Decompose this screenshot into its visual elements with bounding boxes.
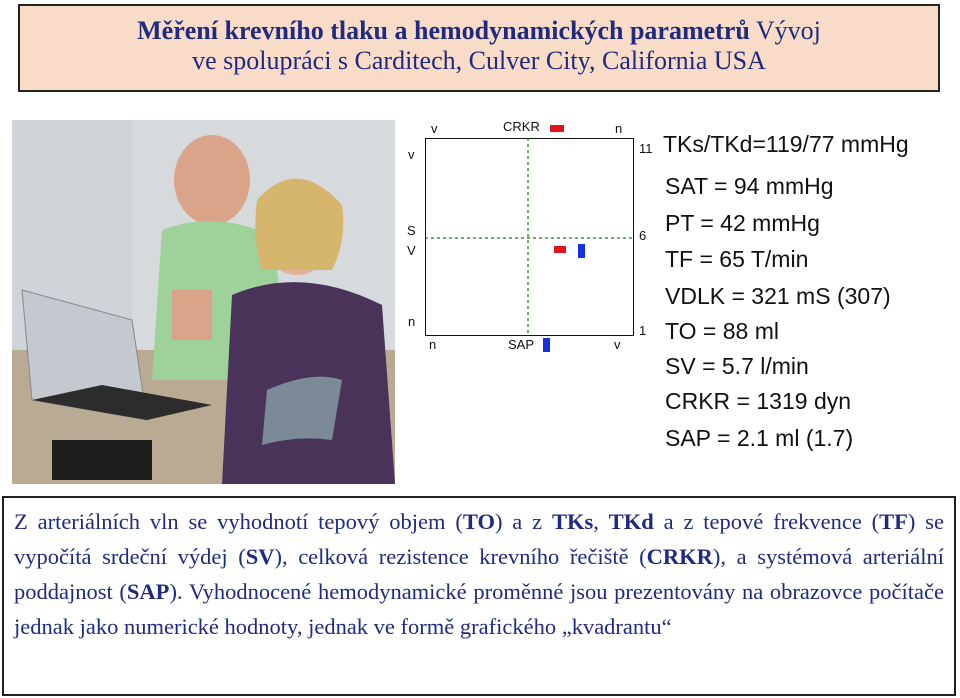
quad-left-middle-bottom-label: V [407,243,416,258]
param-crkr: CRKR = 1319 dyn [665,388,852,414]
quad-right-bottom-label: 1 [639,323,647,338]
quadrant-lines [425,138,634,336]
sap-blue-marker [543,338,550,352]
title-rest: Vývoj [749,16,821,45]
desc-text: Z arteriálních vln se vyhodnotí tepový objem ( [14,509,463,534]
param-tf: TF = 65 T/min [665,246,809,272]
param-pt: PT = 42 mmHg [665,210,820,236]
param-sat: SAT = 94 mmHg [665,173,834,199]
quad-bottom-left-label: n [429,337,437,352]
quad-left-middle-top-label: S [407,223,416,238]
param-vdlk: VDLK = 321 mS (307) [665,283,891,309]
quad-top-left-label: v [431,121,438,136]
slide-title [18,4,940,92]
title-line-1 [20,16,938,46]
param-sv: SV = 5.7 l/min [665,353,809,379]
desc-text: , [593,509,609,534]
desc-bold: TF [879,509,908,534]
desc-bold: CRKR [646,544,713,569]
description-box [2,496,956,696]
param-to: TO = 88 ml [665,318,779,344]
desc-text: a z tepové frekvence ( [653,509,880,534]
desc-text: ), celková rezistence krevního řečiště ( [274,544,647,569]
quadrant-blue-marker [578,244,585,258]
measurement-photo [12,120,395,484]
desc-text: ), a systémová arteriální poddajnost ( [14,544,944,604]
desc-text: ) se vypočítá srdeční výdej ( [14,509,945,569]
quad-left-lower-label: n [408,314,416,329]
desc-bold: SAP [126,579,170,604]
desc-bold: SV [245,544,275,569]
param-sap: SAP = 2.1 ml (1.7) [665,425,854,451]
title-line-2: ve spolupráci s Carditech, Culver City, California USA [192,46,766,75]
desc-bold: TKd [608,509,654,534]
quad-bottom-center-label: SAP [508,337,535,352]
measurement-photo-illustration [12,120,395,484]
desc-text: ) a z [494,509,552,534]
desc-bold: TO [462,509,495,534]
quad-right-middle-label: 6 [639,228,647,243]
crkr-red-marker [550,125,564,132]
quad-top-center-label: CRKR [503,119,540,134]
quad-bottom-right-label: v [614,337,621,352]
desc-text: ). Vyhodnocené hemodynamické proměnné jsou prezentovány na obrazovce počítače jednak jako numerické hodnoty, jednak ve formě grafického „kvadrantu“ [14,579,944,639]
desc-bold: TKs [552,509,594,534]
quad-left-upper-label: v [408,147,415,162]
quad-right-top-label: 11 [639,141,653,156]
title-bold: Měření krevního tlaku a hemodynamických parametrů [137,16,750,45]
quadrant-red-marker [554,246,566,253]
param-tks-tkd: TKs/TKd=119/77 mmHg [663,131,909,157]
quad-top-right-label: n [615,121,623,136]
